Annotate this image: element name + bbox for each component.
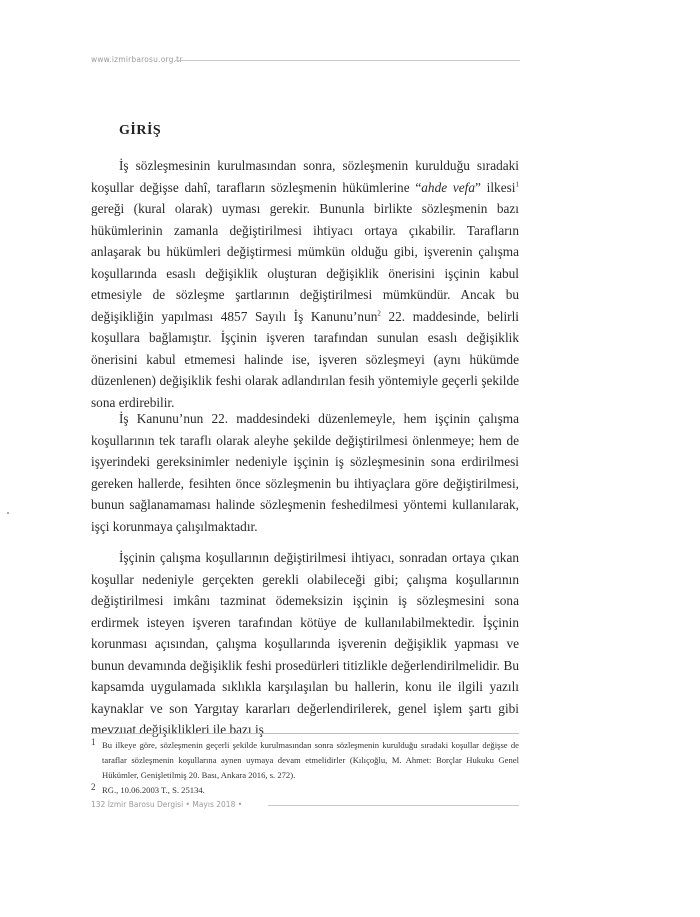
footnote-text: Bu ilkeye göre, sözleşmenin geçerli şekilde kurulmasından sonra sözleşmenin kurulduğu sıradaki koşullar değişse de taraflar sözleşmenin koşullarına aynen uymaya devam etmelidirler (Kılıçoğlu, M. Ahmet: Borçlar Hukuku Genel Hükümler, Genişletilmiş 20. Bası, Ankara 2016, s. 272).: [102, 740, 519, 780]
p1-text-a: İş sözleşmesinin kurulmasından sonra, sözleşmenin kurulduğu sıradaki koşullar değişse dahî, tarafların sözleşmenin hükümlerine “: [91, 158, 519, 195]
p1-text-c: gereği (kural olarak) uyması gerekir. Bununla birlikte sözleşmenin bazı hükümlerinin zamanla değiştirilmesi ihtiyacı ortaya çıkabilir. Tarafların anlaşarak bu hükümleri değiştirmesi mümkün olduğu gibi, işverenin çalışma koşullarında esaslı değişiklik oluşturan değişiklik önerisini işçinin kabul etmesiyle de sözleşme şartlarının değiştirilmesi mümkündür. Ancak bu değişikliğin yapılması 4857 Sayılı İş Kanunu’nun: [91, 201, 519, 324]
paragraph-3: [91, 547, 519, 741]
footnote-ref-1: 1: [515, 180, 519, 189]
p3-text: İşçinin çalışma koşullarının değiştirilmesi ihtiyacı, sonradan ortaya çıkan koşullar nedeniyle gerçekten gerekli olabileceği gibi; çalışma koşullarının değiştirilmesi imkânı tazminat ödemeksizin işçinin iş sözleşmesini sona erdirmek isteyen işveren tarafından kötüye de kullanılabilmektedir. İşçinin korunması açısından, çalışma koşullarında işverenin değişiklik yapması ve bunun devamında değişiklik feshi prosedürleri titizlikle değerlendirilmelidir. Bu kapsamda uygulamada sıklıkla karşılaşılan bu hallerin, konu ile ilgili yazılı kaynaklar ve son Yargıtay kararları değerlendirilerek, genel işlem şartı gibi mevzuat değişiklikleri ile bazı iş: [91, 550, 519, 737]
footnote-2: [91, 783, 519, 798]
footer-rule: [268, 805, 519, 806]
paragraph-1: [91, 155, 519, 413]
header-rule: [175, 60, 520, 61]
p2-text: İş Kanunu’nun 22. maddesindeki düzenlemeyle, hem işçinin çalışma koşullarının tek taraflı olarak aleyhe şekilde değiştirilmesi önlenmeye; hem de işyerindeki gereksinimler nedeniyle işçinin iş sözleşmesinin sona erdirilmesi gereken hallerde, fesihten önce sözleşmenin bu ihtiyaçlara göre değiştirilmesi, bunun sağlanamaması halinde sözleşmenin feshedilmesi yöntemi kullanılarak, işçi korunmaya çalışılmaktadır.: [91, 411, 519, 534]
footnote-text: RG., 10.06.2003 T., S. 25134.: [102, 785, 205, 795]
footnote-rule: [91, 733, 519, 734]
p1-text-b: ” ilkesi: [475, 179, 516, 195]
footnote-ref-2: 2: [377, 309, 381, 318]
margin-dot: [7, 512, 9, 514]
header-url: www.izmirbarosu.org.tr: [91, 55, 183, 64]
paragraph-2: [91, 408, 519, 537]
footnote-number: 1: [91, 737, 96, 747]
p1-text-d: 22. maddesinde, belirli koşullara bağlamıştır. İşçinin işveren tarafından sunulan esaslı değişiklik önerisini kabul etmemesi halinde ise, işveren sözleşmeyi (aynı hükümde düzenlenen) değişiklik feshi olarak adlandırılan fesih yöntemiyle geçerli şekilde sona erdirebilir.: [91, 308, 519, 410]
p1-italic: ahde vefa: [421, 179, 476, 195]
page-footer: 132 İzmir Barosu Dergisi • Mayıs 2018 •: [91, 800, 243, 809]
section-heading: GİRİŞ: [119, 123, 162, 138]
footnote-number: 2: [91, 782, 96, 792]
footnote-1: [91, 738, 519, 783]
